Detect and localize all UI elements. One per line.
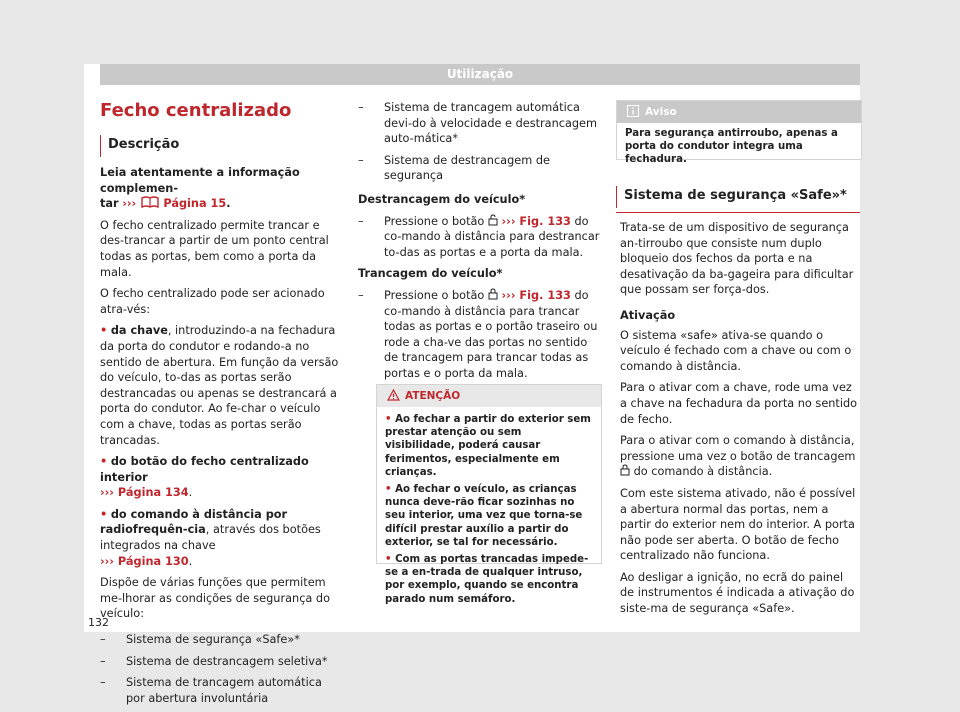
paragraph: Trata-se de um dispositivo de segurança an-tirroubo que consiste num duplo bloqueio dos fechos da porta e na desativação da ba-gageira para dificultar que possam ser força-dos. [620, 221, 854, 297]
middle-column [358, 100, 600, 388]
paragraph: O fecho centralizado permite trancar e des-trancar a partir de um ponto central todas as portas, bem como a porta da mala. [100, 218, 329, 279]
unlock-icon [488, 214, 498, 226]
section-heading-safe: Sistema de segurança «Safe»* [616, 188, 847, 203]
lock-icon [488, 288, 498, 300]
chapter-header: Utilização [100, 64, 860, 85]
paragraph: O fecho centralizado pode ser acionado atra-vés: [100, 287, 325, 316]
notice-box [616, 100, 862, 166]
warning-box [376, 384, 602, 605]
bullet-item: • do comando à distância por radiofrequên-cia, através dos botões integrados na chave ››› Página 130. [100, 507, 321, 568]
page-link[interactable]: ››› Página 130 [100, 554, 189, 568]
warning-label: ATENÇÃO [405, 390, 461, 402]
paragraph: Com este sistema ativado, não é possível a abertura normal das portas, nem a partir do exterior nem do interior. A porta não pode ser aberta. O botão de fecho centralizado não funciona. [620, 486, 856, 563]
page-number: 132 [88, 616, 109, 629]
info-icon [627, 105, 639, 117]
bullet-item: • da chave, introduzindo-a na fechadura da porta do condutor e rodando-a no sentido de abertura. Em função da versão do veículo, to-das as portas serão destrancadas ou apenas se destrancará a porta do condutor. Ao fe-char o veículo com a chave, todas as portas serão trancadas. [100, 324, 339, 447]
paragraph: O sistema «safe» ativa-se quando o veículo é fechado com a chave ou com o comando à distância. [620, 328, 852, 373]
dash-item: – Sistema de destrancagem de segurança [358, 153, 600, 184]
notice-text: Para segurança antirroubo, apenas a porta do condutor integra uma fechadura. [617, 123, 861, 159]
page-link[interactable]: ››› Página 134 [100, 486, 189, 500]
page-link[interactable]: Página 15 [163, 197, 227, 211]
subheading: Trancagem do veículo* [358, 267, 503, 281]
dash-item: – Sistema de destrancagem seletiva* [100, 654, 340, 670]
left-column: Leia atentamente a informação complemen- tar ››› Página 15. O fecho centralizado permite trancar e des-trancar a partir de um ponto central todas as portas, bem como a porta da mala. O fecho centralizado pode ser acionado atra-vés: • da chave, introduzindo-a na fechadura da porta do condutor e rodando-a no sentido de abertura. Em função da versão do veículo, to-das as portas serão destrancadas ou apenas se destrancará a porta do condutor. Ao fe-char o veículo com a chave, todas as portas serão trancadas. • do botão do fecho centralizado interior ››› Página 134. • do comando à distância por radiofrequên-cia, através dos botões integrados na chave ››› Página 130. Dispõe de várias funções que permitem me-lhorar as condições de segurança do veículo: – Sistema de segurança «Safe»* – Sistema de destrancagem seletiva* – Sistema de trancagem automática por abertura involuntária [100, 165, 340, 712]
subheading: Destrancagem do veículo* [358, 192, 526, 206]
figure-link[interactable]: ››› Fig. 133 [501, 288, 571, 302]
dash-item: – Sistema de segurança «Safe»* [100, 632, 340, 648]
warning-item: • Com as portas trancadas impede-se a en-trada de qualquer intruso, por exemplo, quando se encontra parado num semáforo. [385, 554, 589, 605]
warning-icon [387, 389, 400, 401]
paragraph: Ao desligar a ignição, no ecrã do painel de instrumentos é indicada a ativação do siste-ma de segurança «Safe». [620, 570, 855, 616]
dash-item: – Pressione o botão ››› Fig. 133 do co-mando à distância para destrancar to-das as portas e a porta da mala. [358, 214, 600, 261]
paragraph: Para o ativar com o comando à distância, pressione uma vez o botão de trancagem do comando à distância. [620, 434, 856, 479]
figure-link[interactable]: ››› Fig. 133 [501, 214, 571, 228]
right-column [620, 220, 860, 623]
dash-item: – Pressione o botão ››› Fig. 133 do co-mando à distância para trancar todas as portas e o portão traseiro ou rode a cha-ve das portas no sentido de trancagem para trancar todas as portas e o porta da mala. [358, 288, 600, 382]
notice-label: Aviso [645, 106, 677, 118]
book-icon [140, 196, 160, 209]
paragraph: Para o ativar com a chave, rode uma vez a chave na fechadura da porta no sentido de fecho. [620, 381, 858, 426]
section-heading-descricao: Descrição [100, 137, 179, 152]
warning-item: • Ao fechar a partir do exterior sem prestar atenção ou sem visibilidade, poderá causar ferimentos, especialmente em crianças. [385, 414, 591, 478]
subheading: Ativação [620, 308, 676, 322]
page-title: Fecho centralizado [100, 100, 292, 121]
warning-item: • Ao fechar o veículo, as crianças nunca deve-rão ficar sozinhas no seu interior, uma vez que torna-se difícil prestar auxílio a partir do exterior, se tal for necessário. [385, 484, 583, 548]
intro-text: Leia atentamente a informação complemen- [100, 166, 300, 195]
lock-icon [620, 464, 630, 476]
paragraph: Dispõe de várias funções que permitem me-lhorar as condições de segurança do veículo: [100, 576, 330, 621]
bullet-item: • do botão do fecho centralizado interior ››› Página 134. [100, 455, 309, 500]
dash-item: – Sistema de trancagem automática por abertura involuntária [100, 675, 340, 706]
dash-item: – Sistema de trancagem automática devi-do à velocidade e destrancagem auto-mática* [358, 100, 600, 147]
